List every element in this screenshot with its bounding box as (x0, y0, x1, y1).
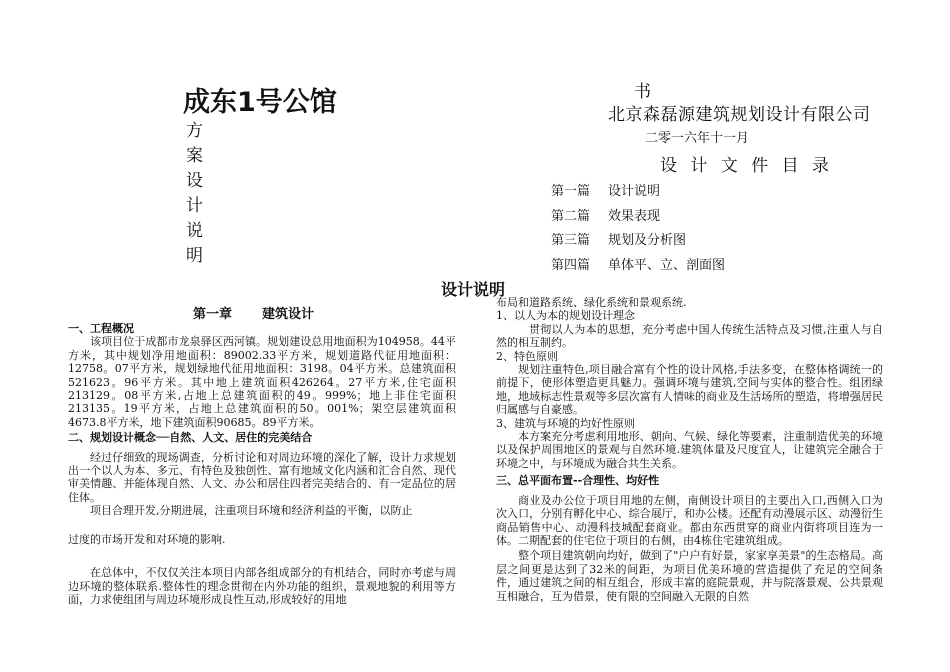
list-heading: 1、以人为本的规划设计理念 (496, 309, 635, 323)
paragraph: 过度的市场开发和对环境的影响. (68, 532, 226, 546)
toc-item-label: 单体平、立、剖面图 (608, 258, 726, 273)
toc-item-num: 第四篇 (551, 258, 591, 273)
cover-vertical-char: 案 (186, 146, 203, 166)
chapter-title: 建筑设计 (262, 307, 315, 322)
toc-item (551, 229, 686, 248)
paragraph: 该项目位于成都市龙泉驿区西河镇。规划建设总用地面积为104958。44平方米，其中规划净用地面积：89002.33平方米，规划道路代征用地面积：12758。07平方米，规划绿地代征用地面积：3198。04平方米。总建筑面积521623。96平方米。其中地上建筑面积426264。27平方米,住宅面积213129。08平方米,占地上总建筑面积的49。999%；地上非住宅面积213135。19平方米，占地上总建筑面积的50。001%；架空层建筑面积4673.8平方米，地下建筑面积90685。89平方米。 (68, 335, 456, 429)
toc-item-num: 第三篇 (551, 233, 591, 248)
toc-title: 设 计 文 件 目 录 (660, 156, 834, 176)
toc-item (551, 254, 725, 273)
paragraph: 本方案充分考虑利用地形、朝向、气候、绿化等要素，注重制造优美的环境以及保护周围地区的景观与自然环境.建筑体量及尺度宜人，让建筑完全融合于环境之中，与环境成为融合共生关系。 (496, 430, 883, 470)
paragraph: 布局和道路系统、绿化系统和景观系统. (496, 296, 687, 309)
paragraph: 商业及办公位于项目用地的左侧，南侧设计项目的主要出入口,西侧入口为次入口，分别有孵化中心、综合展厅，和办公楼。还配有动漫展示区、动漫衍生商品销售中心、动漫科技城配套商业。都由东西贯穿的商业内街将项目连为一体。二期配套的住宅位于项目的右侧，由4栋住宅建筑组成。 (496, 493, 883, 547)
paragraph: 贯彻以人为本的思想，充分考虑中国人传统生活特点及习惯,注重人与自然的相互制约。 (496, 322, 883, 350)
company-name: 北京森磊源建筑规划设计有限公司 (608, 105, 871, 125)
cover-shu: 书 (634, 82, 651, 102)
cover-vertical-char: 说 (186, 221, 203, 241)
section-heading: 一、工程概况 (68, 322, 134, 335)
paragraph: 经过仔细致的现场调查，分析讨论和对周边环境的深化了解，设计力求规划出一个以人为本、多元、有特色及独创性、富有地域文化内涵和汇合自然、现代审美情趣、并能体现自然、人文、办公和居住四者完美结合的、有一定品位的居住体。 (68, 450, 456, 504)
cover-vertical-char: 设 (186, 171, 203, 191)
publish-date: 二零一六年十一月 (645, 131, 750, 146)
left-column (68, 322, 456, 606)
paragraph: 项目合理开发,分期进展，注重项目环境和经济利益的平衡，以防止 (90, 504, 413, 518)
section-heading: 二、规划设计概念──自然、人文、居住的完美结合 (68, 431, 313, 445)
cover-vertical-char: 明 (186, 246, 203, 266)
paragraph: 在总体中，不仅仅关注本项目内部各组成部分的有机结合，同时亦考虑与周边环境的整体联系.整体性的理念贯彻在内外功能的组织，景观地貌的利用等方面，力求使组团与周边环境形成良性互动,形成较好的用地 (68, 566, 456, 606)
toc-item (551, 180, 660, 199)
chapter-heading (193, 303, 314, 322)
project-title: 成东1号公馆 (183, 87, 337, 118)
cover-vertical-char: 方 (186, 121, 203, 141)
chapter-number: 第一章 (193, 307, 233, 322)
paragraph: 规划注重特色,项目融合富有个性的设计风格,手法多变，在整体格调统一的前提下，使形体塑造更具魅力。强调环境与建筑,空间与实体的整合性。组团绿地，地域标志性景观等多层次富有人情味的商业及生活场所的塑造，将增强居民归属感与自豪感。 (496, 363, 883, 417)
paragraph: 整个项目建筑朝向均好，做到了"户户有好景，家家享美景"的生态格局。高层之间更是达到了32米的间距，为项目优美环境的营造提供了充足的空间条件，通过建筑之间的相互组合，形成丰富的庭院景观，并与院落景观、公共景观互相融合，互为借景，使有限的空间融入无限的自然 (496, 549, 883, 603)
list-heading: 2、特色原则 (496, 349, 558, 363)
toc-item-num: 第一篇 (551, 184, 591, 199)
list-heading: 3、建筑与环境的均好性原则 (496, 416, 635, 430)
toc-item-num: 第二篇 (551, 209, 591, 224)
cover-vertical-char: 计 (186, 196, 203, 216)
toc-item-label: 设计说明 (608, 184, 661, 199)
main-title: 设计说明 (441, 280, 506, 299)
toc-item (551, 205, 660, 224)
right-column (496, 296, 883, 603)
section-heading: 三、总平面布置--合理性、均好性 (496, 474, 660, 488)
toc-item-label: 规划及分析图 (608, 233, 687, 248)
toc-item-label: 效果表现 (608, 209, 661, 224)
